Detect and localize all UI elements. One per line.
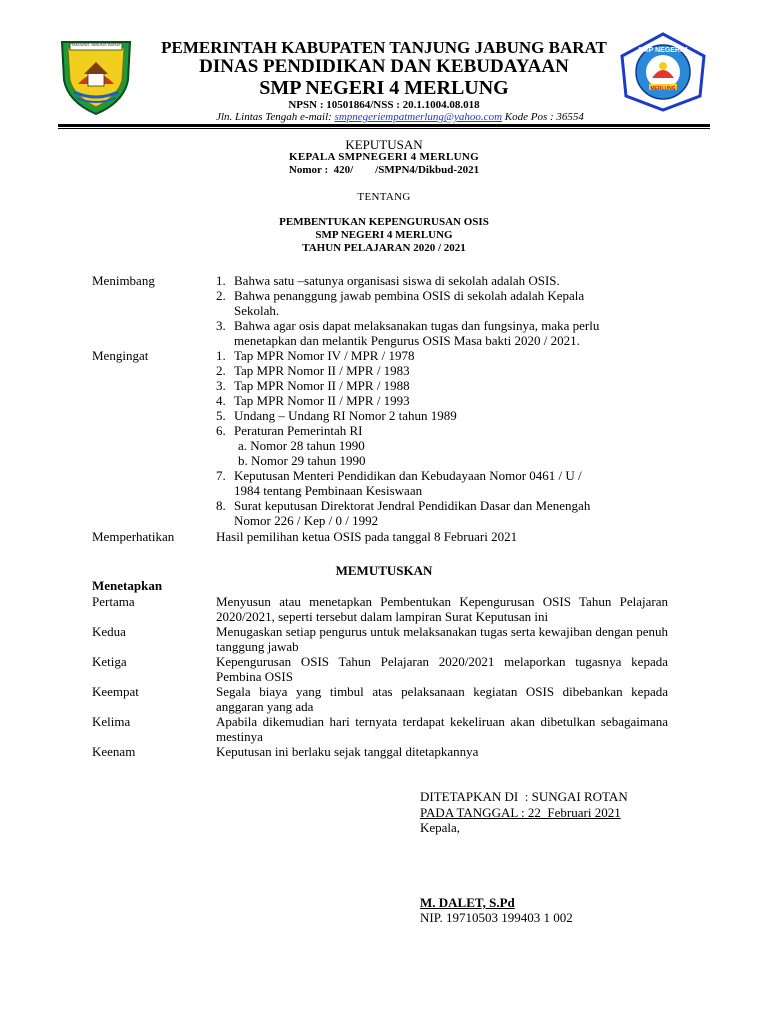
list-number: 3. — [216, 318, 226, 333]
school-logo-sublabel: MERLUNG — [650, 86, 676, 92]
list-number: 5. — [216, 408, 226, 423]
memutuskan-heading: MEMUTUSKAN — [335, 563, 433, 578]
signature-position: Kepala, — [420, 820, 461, 835]
decision-label: Keempat — [92, 684, 139, 699]
list-number: 2. — [216, 288, 226, 303]
list-item: Bahwa agar osis dapat melaksanakan tugas dan fungsinya, maka perlu — [234, 318, 600, 333]
list-subitem: a. Nomor 28 tahun 1990 — [238, 438, 365, 453]
list-number: 1. — [216, 348, 226, 363]
list-number: 1. — [216, 273, 226, 288]
list-item-continuation: menetapkan dan melantik Pengurus OSIS Masa bakti 2020 / 2021. — [234, 333, 580, 348]
decision-text: Menyusun atau menetapkan Pembentukan Kepengurusan OSIS Tahun Pelajaran 2020/2021, seperti tersebut dalam lampiran Surat Keputusan ini — [216, 594, 668, 624]
list-item-continuation: 1984 tentang Pembinaan Kesiswaan — [234, 483, 423, 498]
header-npsn: NPSN : 10501864/NSS : 20.1.1004.08.018 — [288, 99, 480, 111]
list-item: Surat keputusan Direktorat Jendral Pendidikan Dasar dan Menengah — [234, 498, 591, 513]
list-item: Tap MPR Nomor II / MPR / 1988 — [234, 378, 410, 393]
decree-subject-line1: PEMBENTUKAN KEPENGURUSAN OSIS — [279, 216, 489, 228]
list-number: 8. — [216, 498, 226, 513]
list-item: Bahwa satu –satunya organisasi siswa di sekolah adalah OSIS. — [234, 273, 560, 288]
email-link[interactable]: smpnegeriempatmerlung@yahoo.com — [334, 111, 503, 123]
decision-label: Pertama — [92, 594, 135, 609]
school-logo — [618, 32, 708, 112]
signature-place: DITETAPKAN DI : SUNGAI ROTAN — [420, 789, 628, 804]
list-number: 3. — [216, 378, 226, 393]
signatory-nip: NIP. 19710503 199403 1 002 — [420, 910, 573, 925]
decree-number: Nomor : 420/ /SMPN4/Dikbud-2021 — [288, 164, 480, 176]
list-number: 4. — [216, 393, 226, 408]
list-item: Undang – Undang RI Nomor 2 tahun 1989 — [234, 408, 457, 423]
regency-crest-logo-caption: TANJUNG JABUNG BARAT — [70, 42, 122, 47]
decision-text: Menugaskan setiap pengurus untuk melaksanakan tugas serta kewajiban dengan penuh tanggung jawab — [216, 624, 668, 654]
header-divider-thick — [58, 124, 710, 127]
list-item: Keputusan Menteri Pendidikan dan Kebudayaan Nomor 0461 / U / — [234, 468, 582, 483]
decision-text: Segala biaya yang timbul atas pelaksanaan kegiatan OSIS dibebankan kepada anggaran yang ada — [216, 684, 668, 714]
header-address — [140, 111, 660, 123]
list-item-continuation: Sekolah. — [234, 303, 280, 318]
header-divider-thin — [58, 128, 710, 129]
header-school: SMP NEGERI 4 MERLUNG — [259, 77, 509, 99]
decision-text: Kepengurusan OSIS Tahun Pelajaran 2020/2021 melaporkan tugasnya kepada Pembina OSIS — [216, 654, 668, 684]
list-item: Tap MPR Nomor IV / MPR / 1978 — [234, 348, 415, 363]
list-number: 7. — [216, 468, 226, 483]
decree-subject-line2: SMP NEGERI 4 MERLUNG — [315, 229, 453, 241]
signature-date: PADA TANGGAL : 22 Februari 2021 — [420, 805, 621, 820]
header-government: PEMERINTAH KABUPATEN TANJUNG JABUNG BARAT — [161, 38, 607, 57]
header-agency: DINAS PENDIDIKAN DAN KEBUDAYAAN — [199, 56, 569, 77]
list-item: Bahwa penanggung jawab pembina OSIS di sekolah adalah Kepala — [234, 288, 585, 303]
signatory-name: M. DALET, S.Pd — [420, 895, 515, 910]
regency-crest-logo — [58, 36, 134, 116]
decree-about-label: TENTANG — [357, 191, 411, 203]
list-number: 2. — [216, 363, 226, 378]
address-prefix: Jln. Lintas Tengah e-mail: — [216, 111, 335, 123]
decision-label: Keenam — [92, 744, 136, 759]
menetapkan-label: Menetapkan — [92, 578, 163, 593]
decision-text: Apabila dikemudian hari ternyata terdapat kekeliruan akan dibetulkan sebagaimana mestinya — [216, 714, 668, 744]
list-item: Tap MPR Nomor II / MPR / 1993 — [234, 393, 410, 408]
memperhatikan-label: Memperhatikan — [92, 529, 175, 544]
list-item: Peraturan Pemerintah RI — [234, 423, 363, 438]
memperhatikan-text: Hasil pemilihan ketua OSIS pada tanggal 8 Februari 2021 — [216, 529, 518, 544]
decision-label: Ketiga — [92, 654, 127, 669]
decision-label: Kelima — [92, 714, 131, 729]
decree-subject-line3: TAHUN PELAJARAN 2020 / 2021 — [302, 242, 466, 254]
decree-issuer: KEPALA SMPNEGERI 4 MERLUNG — [288, 151, 480, 163]
address-postcode: Kode Pos : 36554 — [502, 111, 584, 123]
list-item: Tap MPR Nomor II / MPR / 1983 — [234, 363, 410, 378]
mengingat-label: Mengingat — [92, 348, 149, 363]
list-item-continuation: Nomor 226 / Kep / 0 / 1992 — [234, 513, 379, 528]
decree-title: KEPUTUSAN — [345, 137, 423, 152]
list-number: 6. — [216, 423, 226, 438]
menimbang-label: Menimbang — [92, 273, 155, 288]
list-subitem: b. Nomor 29 tahun 1990 — [238, 453, 366, 468]
school-logo-label: SMP NEGERI 4 — [638, 47, 688, 54]
decision-label: Kedua — [92, 624, 126, 639]
decision-text: Keputusan ini berlaku sejak tanggal ditetapkannya — [216, 744, 479, 759]
